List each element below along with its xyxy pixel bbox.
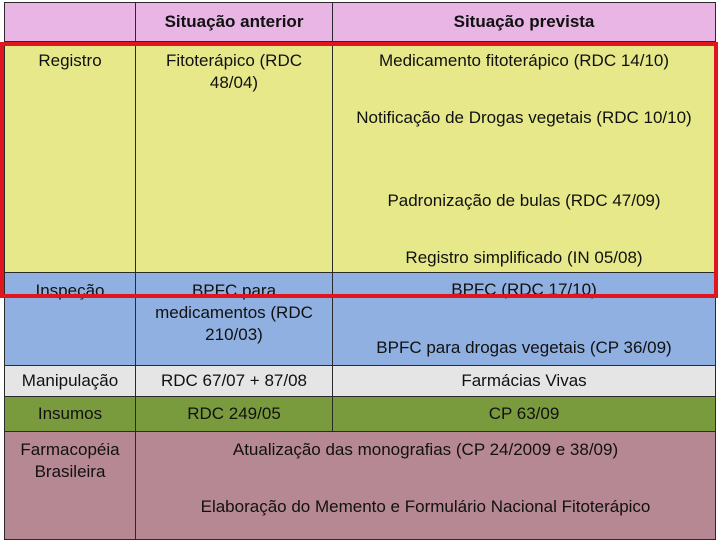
registro-prevista-cell (332, 41, 716, 273)
insumos-anterior-cell (135, 396, 333, 432)
inspecao-label-cell (4, 272, 136, 366)
manipulacao-label: Manipulação (21, 371, 119, 390)
inspecao-anterior-text: BPFC para medicamentos (RDC 210/03) (155, 281, 313, 344)
registro-prevista-item: Medicamento fitoterápico (RDC 14/10) (378, 51, 670, 70)
inspecao-label: Inspeção (35, 281, 105, 300)
registro-prevista-item: Padronização de bulas (RDC 47/09) (387, 191, 661, 210)
header-anterior-cell (135, 2, 333, 42)
inspecao-anterior-cell (135, 272, 333, 366)
manipulacao-prevista-cell (332, 365, 716, 397)
registro-anterior-cell (135, 41, 333, 273)
manipulacao-prevista-text: Farmácias Vivas (461, 371, 587, 390)
insumos-label: Insumos (37, 404, 103, 423)
manipulacao-anterior-text: RDC 67/07 + 87/08 (160, 371, 307, 390)
header-empty-cell (4, 2, 136, 42)
registro-prevista-item: Notificação de Drogas vegetais (RDC 10/10) (356, 108, 692, 127)
insumos-prevista-cell (332, 396, 716, 432)
farmacopeia-label-cell (4, 431, 136, 540)
insumos-anterior-text: RDC 249/05 (187, 404, 281, 423)
header-situacao-prevista: Situação prevista (453, 12, 595, 31)
farmacopeia-label: Farmacopéia Brasileira (20, 440, 120, 481)
farmacopeia-prevista-item: Atualização das monografias (CP 24/2009 e 38/09) (232, 440, 619, 459)
registro-label: Registro (38, 51, 102, 70)
header-prevista-cell (332, 2, 716, 42)
header-situacao-anterior: Situação anterior (164, 12, 304, 31)
registro-prevista-item: Registro simplificado (IN 05/08) (405, 248, 643, 267)
inspecao-prevista-item: BPFC (RDC 17/10) (451, 280, 597, 299)
inspecao-prevista-cell (332, 272, 716, 366)
inspecao-prevista-item: BPFC para drogas vegetais (CP 36/09) (376, 338, 672, 357)
registro-anterior-text: Fitoterápico (RDC 48/04) (165, 51, 303, 92)
insumos-prevista-text: CP 63/09 (488, 404, 560, 423)
farmacopeia-prevista-cell (135, 431, 716, 540)
insumos-label-cell (4, 396, 136, 432)
farmacopeia-prevista-item: Elaboração do Memento e Formulário Nacional Fitoterápico (200, 497, 651, 516)
manipulacao-label-cell (4, 365, 136, 397)
manipulacao-anterior-cell (135, 365, 333, 397)
registro-label-cell (4, 41, 136, 273)
